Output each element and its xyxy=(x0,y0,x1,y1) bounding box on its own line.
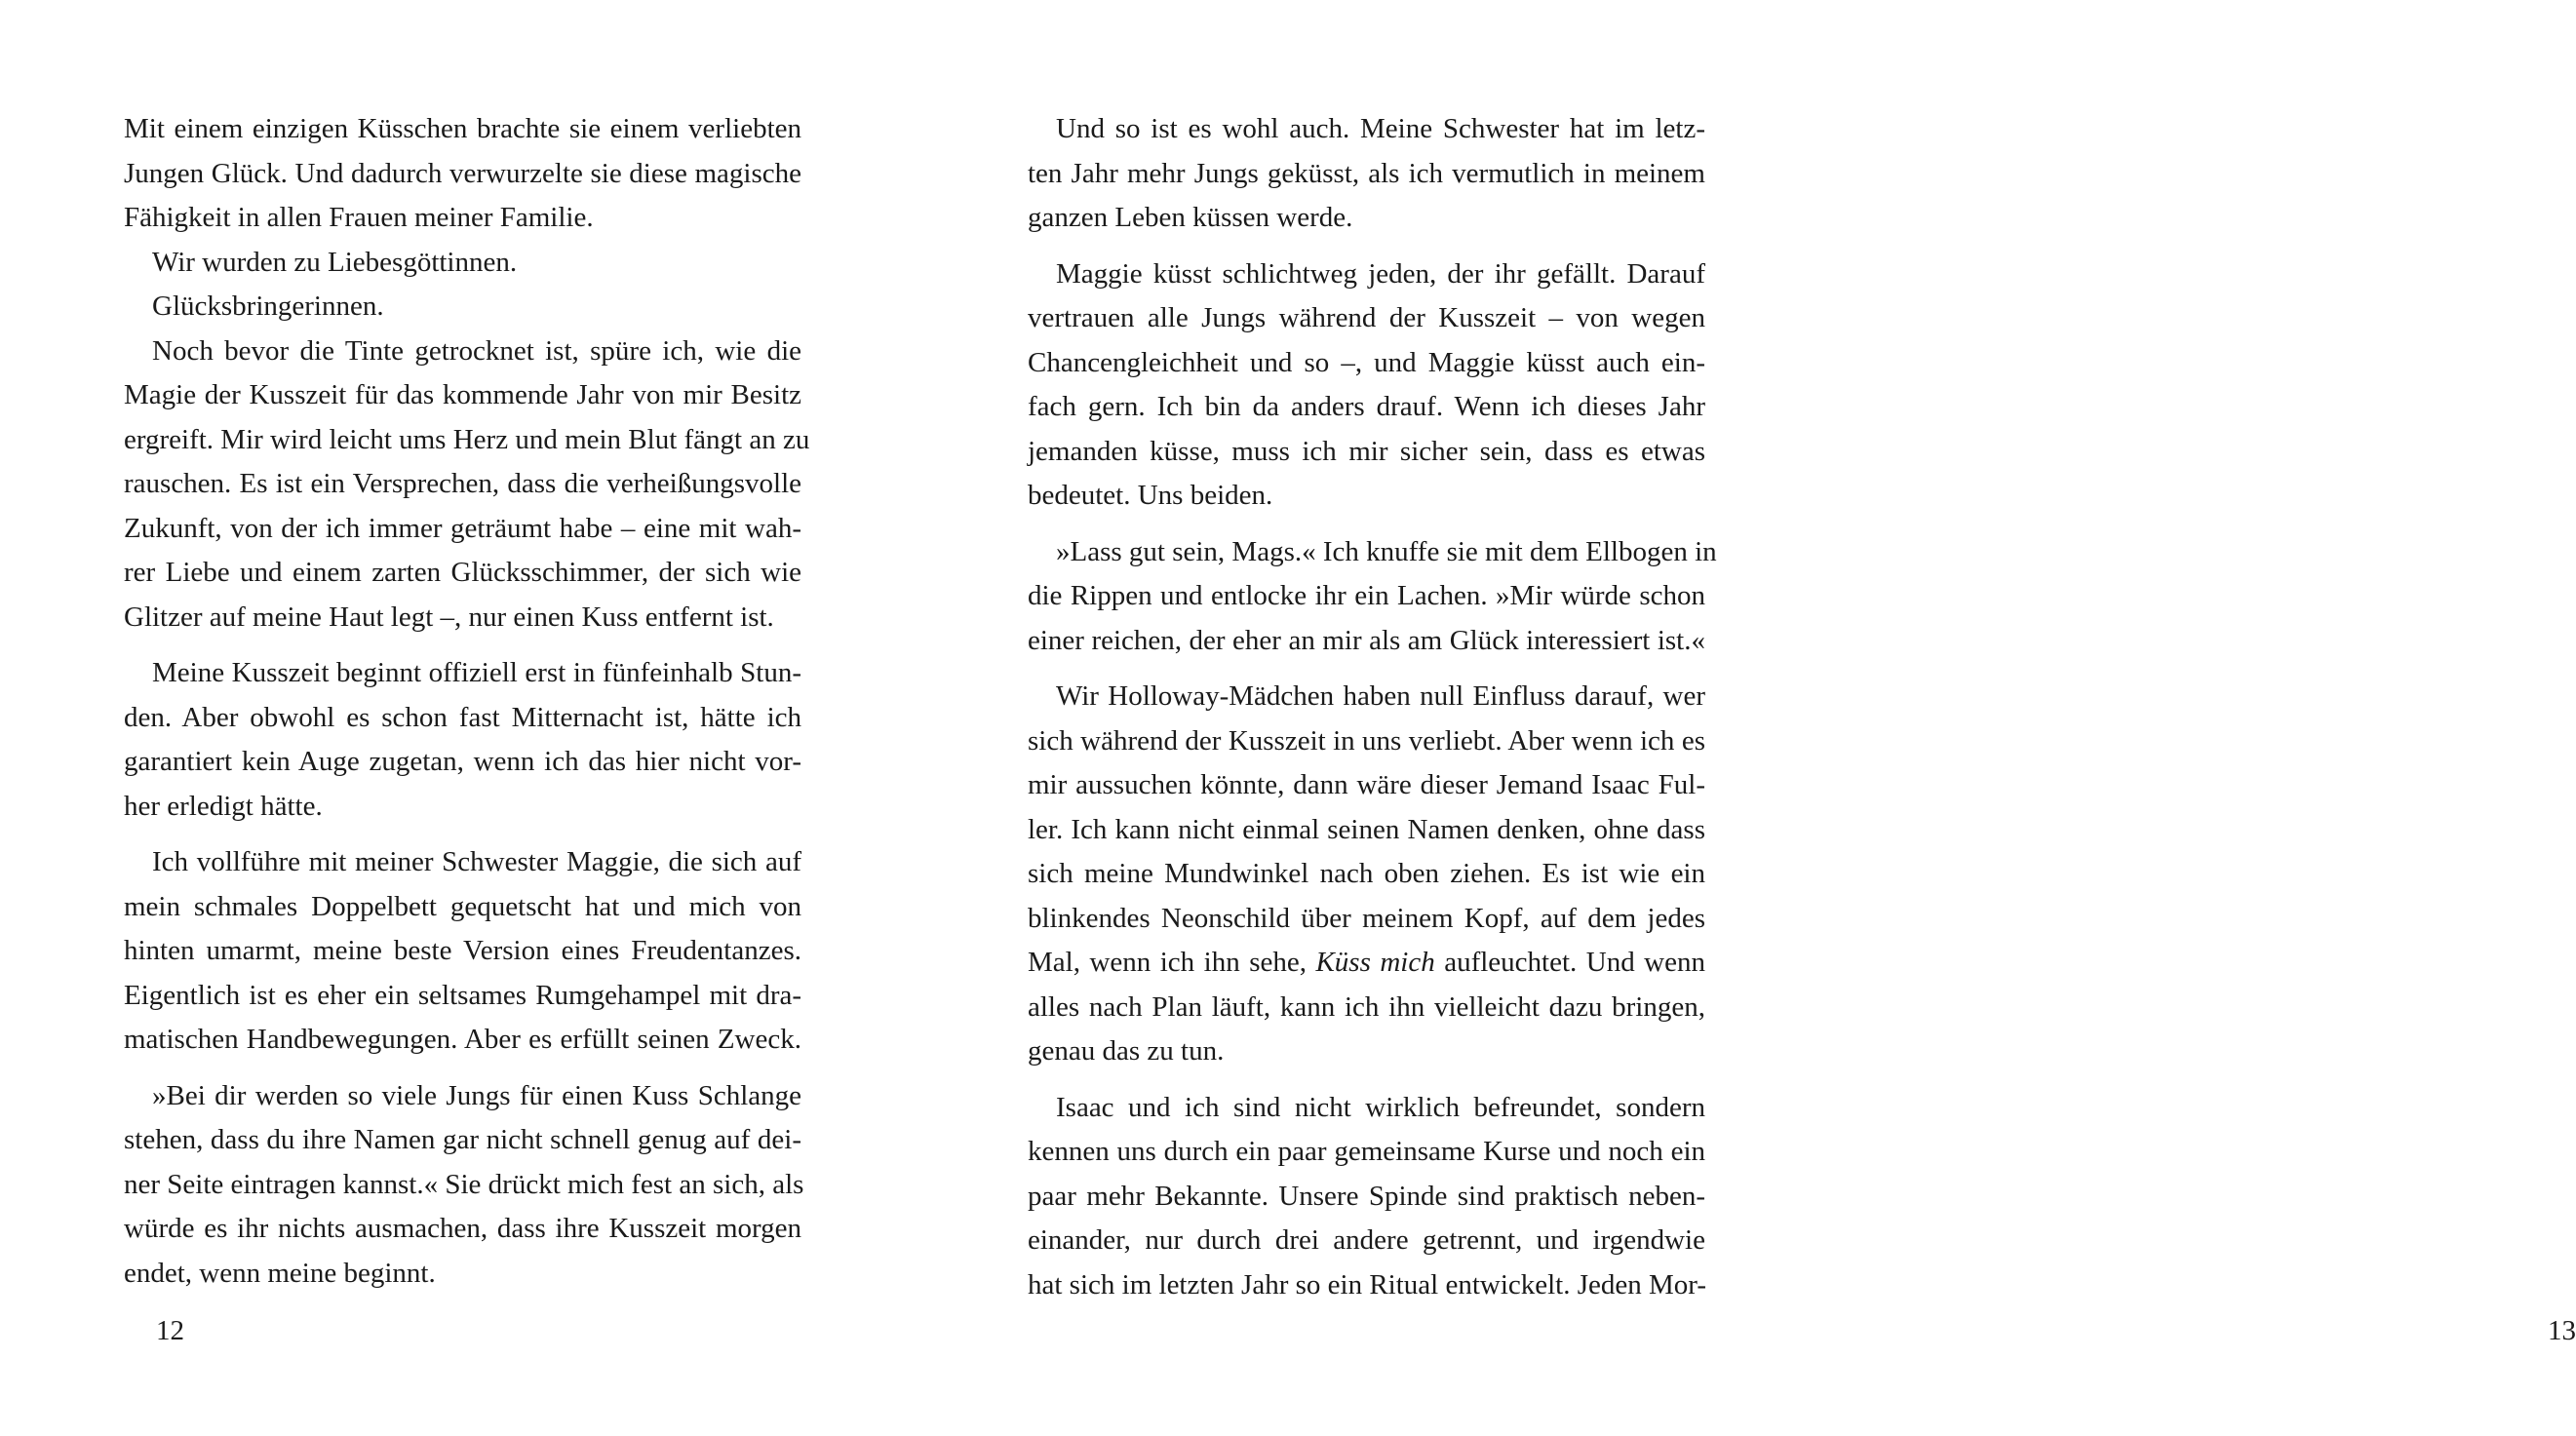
text-line: paar mehr Bekannte. Unsere Spinde sind praktisch neben- xyxy=(1028,1180,1705,1212)
text-line: bedeutet. Uns beiden. xyxy=(1028,480,1273,511)
text-run: aufleuchtet. Und wenn xyxy=(1434,947,1705,978)
text-line: würde es ihr nichts ausmachen, dass ihre Kusszeit morgen xyxy=(124,1213,801,1244)
text-line: Glitzer auf meine Haut legt –, nur einen Kuss entfernt ist. xyxy=(124,601,774,633)
text-line: vertrauen alle Jungs während der Kusszeit – von wegen xyxy=(1028,302,1705,333)
text-line: fach gern. Ich bin da anders drauf. Wenn ich dieses Jahr xyxy=(1028,391,1705,422)
text-line: Chancengleichheit und so –, und Maggie küsst auch ein- xyxy=(1028,346,1705,378)
text-line: garantiert kein Auge zugetan, wenn ich das hier nicht vor- xyxy=(124,746,801,777)
text-line: Wir Holloway-Mädchen haben null Einfluss darauf, wer xyxy=(1056,680,1705,712)
text-line: mein schmales Doppelbett gequetscht hat und mich von xyxy=(124,890,801,922)
text-line: Glücksbringerinnen. xyxy=(152,291,384,322)
text-line: Und so ist es wohl auch. Meine Schwester hat im letz- xyxy=(1056,113,1705,144)
text-line: ler. Ich kann nicht einmal seinen Namen denken, ohne dass xyxy=(1028,813,1705,845)
text-line: rer Liebe und einem zarten Glücksschimmer, der sich wie xyxy=(124,557,801,588)
text-line xyxy=(1028,941,1705,986)
page-number: 13 xyxy=(2548,1315,2576,1346)
text-run: Mal, wenn ich ihn sehe, xyxy=(1028,947,1316,978)
italic-text: Küss mich xyxy=(1315,947,1435,978)
text-line: blinkendes Neonschild über meinem Kopf, auf dem jedes xyxy=(1028,902,1705,934)
text-line: Eigentlich ist es eher ein seltsames Rumgehampel mit dra- xyxy=(124,979,801,1011)
text-line: genau das zu tun. xyxy=(1028,1035,1225,1067)
right-page xyxy=(906,0,2576,1436)
page-number: 12 xyxy=(156,1315,184,1346)
text-line: Fähigkeit in allen Frauen meiner Familie. xyxy=(124,202,594,233)
text-line: stehen, dass du ihre Namen gar nicht schnell genug auf dei- xyxy=(124,1124,801,1155)
right-page-text xyxy=(1028,107,1717,1307)
text-line: alles nach Plan läuft, kann ich ihn vielleicht dazu bringen, xyxy=(1028,990,1705,1023)
text-line: rauschen. Es ist ein Versprechen, dass die verheißungsvolle xyxy=(124,468,801,499)
text-line: ganzen Leben küssen werde. xyxy=(1028,202,1353,233)
text-line: sich meine Mundwinkel nach oben ziehen. Es ist wie ein xyxy=(1028,858,1705,889)
text-line: ergreift. Mir wird leicht ums Herz und mein Blut fängt an zu xyxy=(124,423,810,455)
text-line: Isaac und ich sind nicht wirklich befreundet, sondern xyxy=(1056,1091,1705,1123)
text-line: Magie der Kusszeit für das kommende Jahr von mir Besitz xyxy=(124,379,801,410)
text-line: jemanden küsse, muss ich mir sicher sein, dass es etwas xyxy=(1028,435,1705,467)
text-line: »Lass gut sein, Mags.« Ich knuffe sie mit dem Ellbogen in xyxy=(1056,535,1717,567)
text-line: einander, nur durch drei andere getrennt, und irgendwie xyxy=(1028,1224,1705,1256)
text-line: Jungen Glück. Und dadurch verwurzelte sie diese magische xyxy=(124,157,801,189)
text-line: die Rippen und entlocke ihr ein Lachen. »Mir würde schon xyxy=(1028,580,1705,611)
text-line: matischen Handbewegungen. Aber es erfüllt seinen Zweck. xyxy=(124,1024,801,1055)
text-line: sich während der Kusszeit in uns verliebt. Aber wenn ich es xyxy=(1028,724,1705,757)
left-page-text xyxy=(124,107,810,1296)
text-line: Meine Kusszeit beginnt offiziell erst in fünfeinhalb Stun- xyxy=(152,657,801,688)
text-line: Maggie küsst schlichtweg jeden, der ihr gefällt. Darauf xyxy=(1056,257,1705,290)
text-line: kennen uns durch ein paar gemeinsame Kurse und noch ein xyxy=(1028,1136,1705,1167)
text-line: den. Aber obwohl es schon fast Mitternacht ist, hätte ich xyxy=(124,701,801,733)
text-line: einer reichen, der eher an mir als am Glück interessiert ist.« xyxy=(1028,624,1705,656)
text-line: her erledigt hätte. xyxy=(124,790,323,822)
text-line: endet, wenn meine beginnt. xyxy=(124,1257,436,1289)
text-line: Wir wurden zu Liebesgöttinnen. xyxy=(152,246,518,278)
text-line: Mit einem einzigen Küsschen brachte sie einem verliebten xyxy=(124,113,801,144)
text-line: Noch bevor die Tinte getrocknet ist, spüre ich, wie die xyxy=(152,334,801,367)
text-line: »Bei dir werden so viele Jungs für einen Kuss Schlange xyxy=(152,1079,801,1111)
left-page xyxy=(0,0,906,1436)
text-line: hinten umarmt, meine beste Version eines Freudentanzes. xyxy=(124,935,801,966)
text-line: mir aussuchen könnte, dann wäre dieser Jemand Isaac Ful- xyxy=(1028,769,1705,800)
text-line: ten Jahr mehr Jungs geküsst, als ich vermutlich in meinem xyxy=(1028,157,1705,189)
text-line: Zukunft, von der ich immer geträumt habe – eine mit wah- xyxy=(124,512,801,544)
text-line: ner Seite eintragen kannst.« Sie drückt mich fest an sich, als xyxy=(124,1168,804,1200)
text-line: Ich vollführe mit meiner Schwester Maggie, die sich auf xyxy=(152,846,801,877)
text-line: hat sich im letzten Jahr so ein Ritual entwickelt. Jeden Mor- xyxy=(1028,1268,1707,1300)
